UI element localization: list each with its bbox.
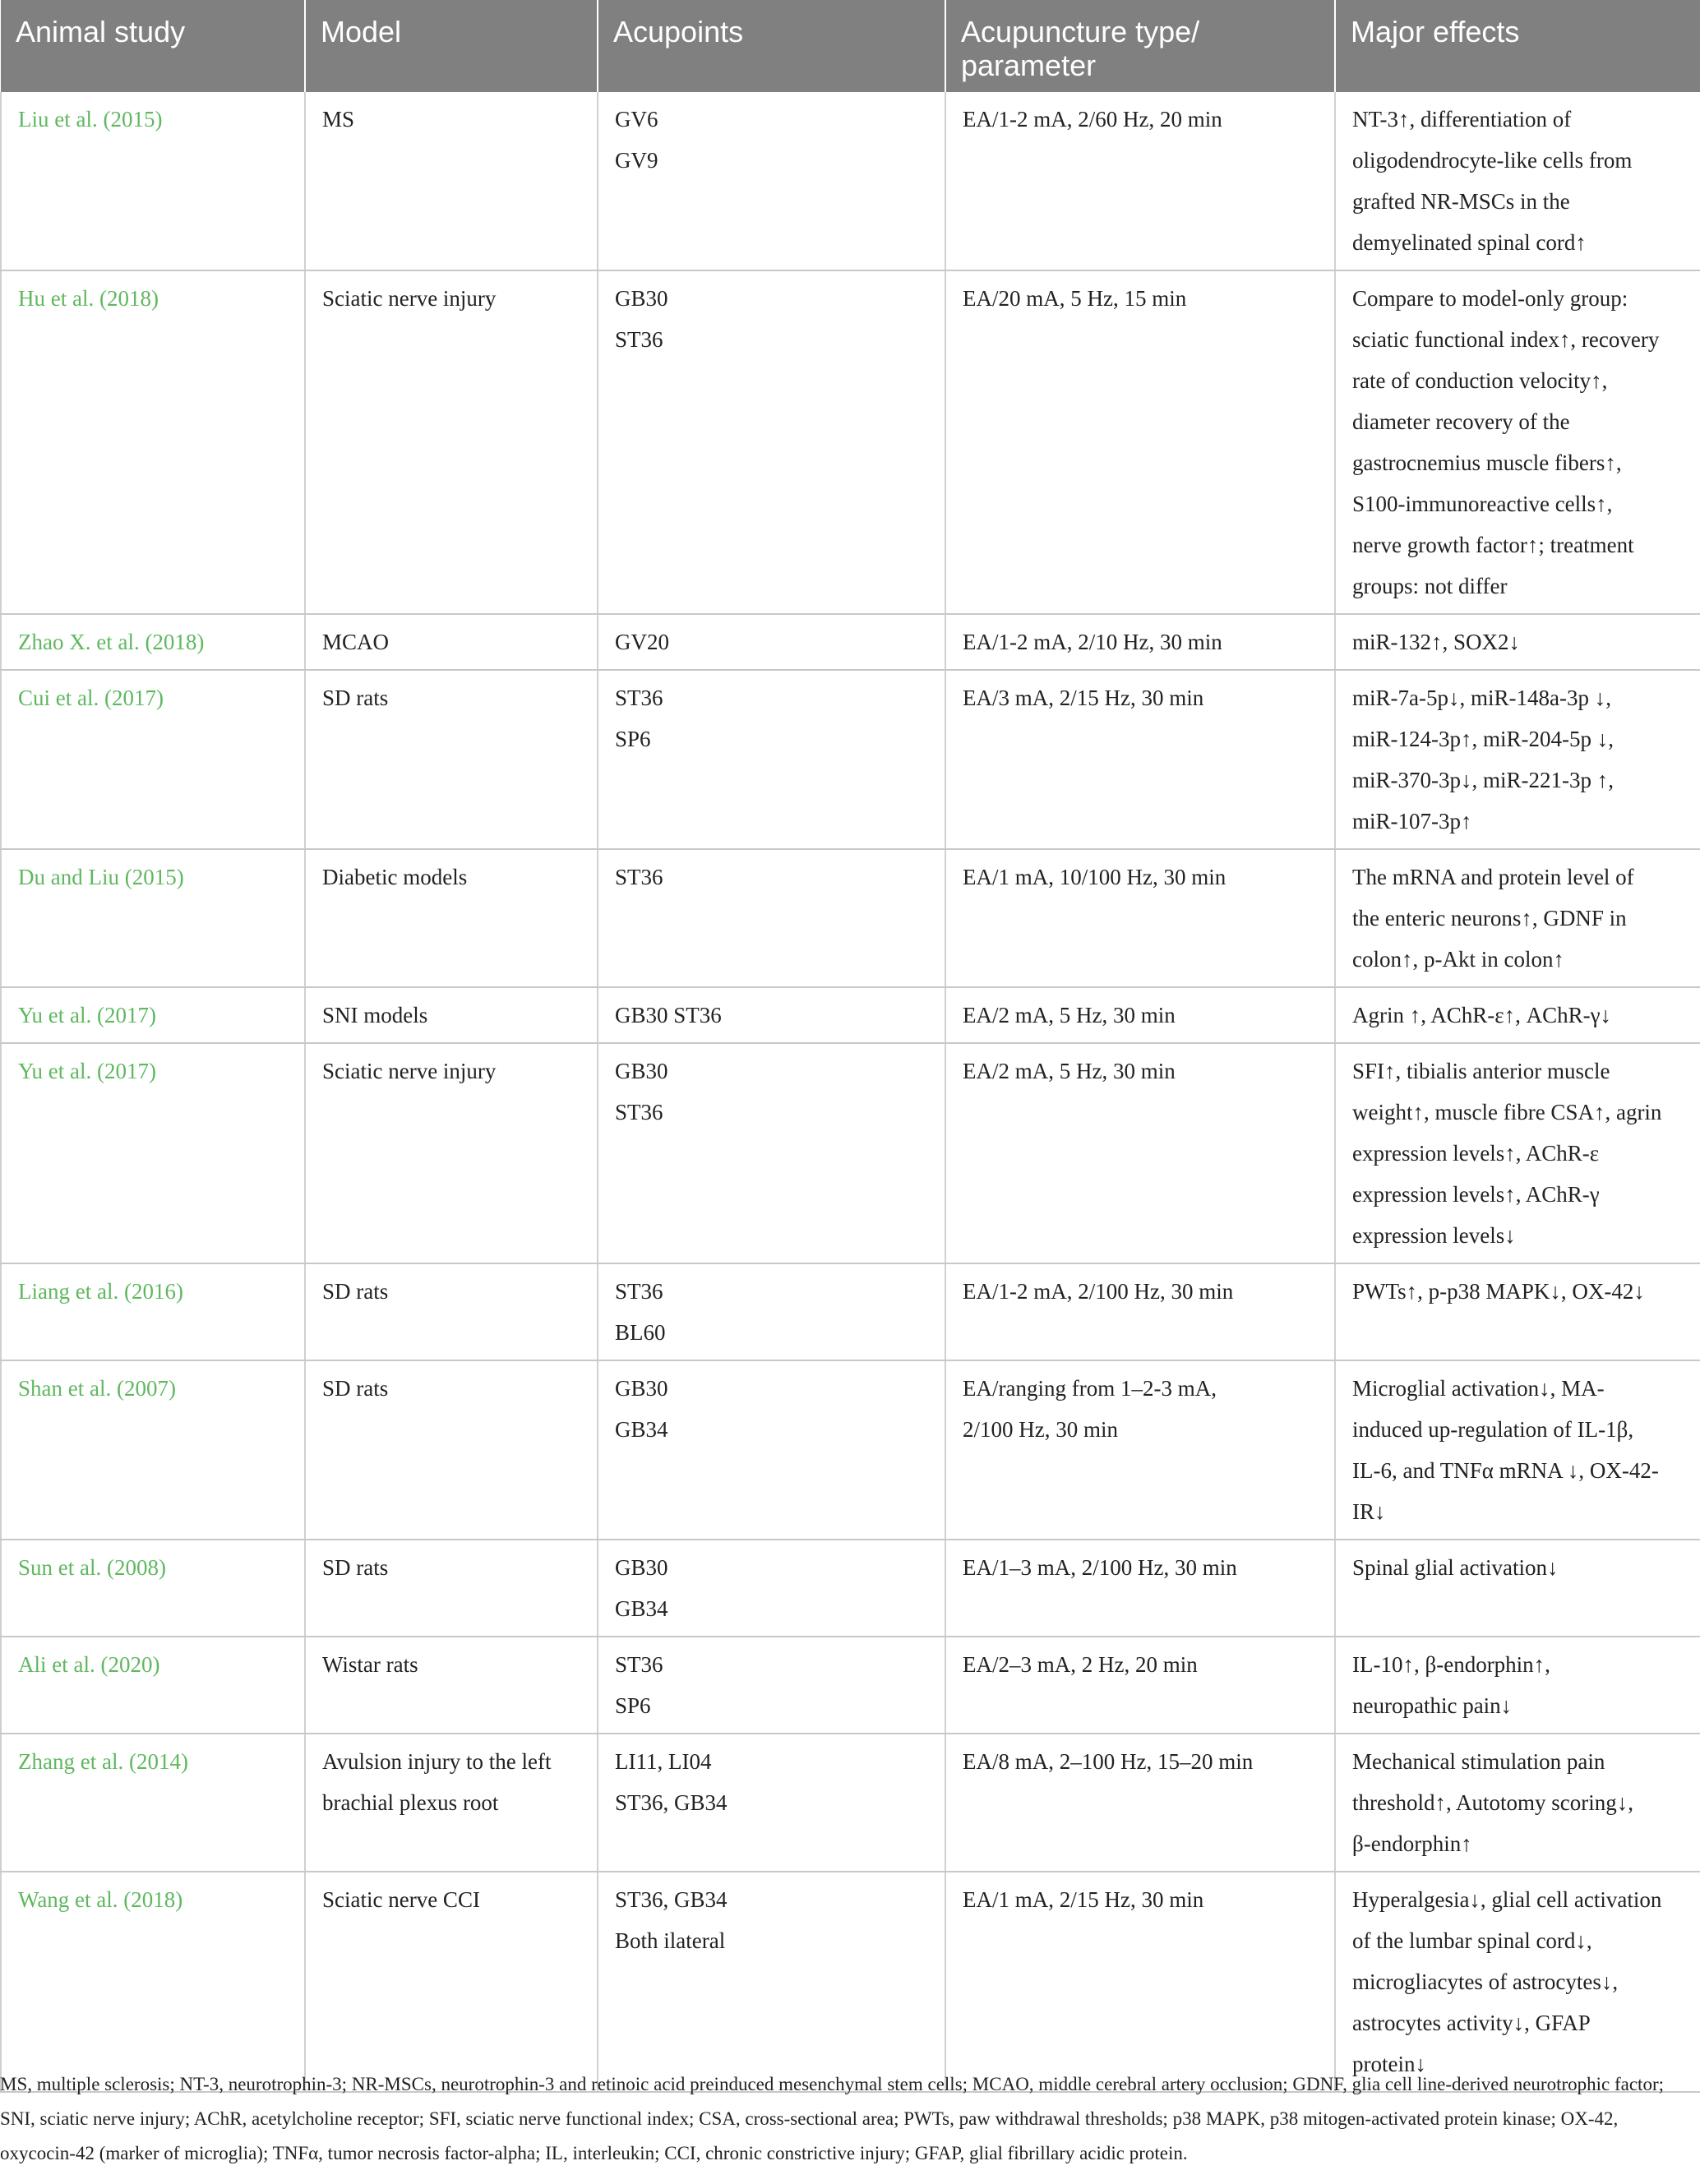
- study-citation-link[interactable]: Hu et al. (2018): [1, 270, 305, 614]
- table-row: [1, 1540, 1700, 1637]
- effects-cell: [1335, 1540, 1700, 1637]
- effects-line: Microglial activation↓, MA-: [1352, 1376, 1605, 1401]
- effects-cell: [1335, 1734, 1700, 1872]
- model-cell: [305, 92, 598, 270]
- effects-cell: [1335, 987, 1700, 1043]
- parameter-cell: [945, 1360, 1335, 1540]
- study-citation-link[interactable]: Liu et al. (2015): [1, 92, 305, 270]
- acupoints-cell: [598, 270, 945, 614]
- effects-line: threshold↑, Autotomy scoring↓,: [1352, 1790, 1633, 1815]
- study-citation-link[interactable]: Ali et al. (2020): [1, 1637, 305, 1734]
- header-acupoints: Acupoints: [598, 0, 945, 92]
- acupoints-line: GB34: [615, 1417, 668, 1442]
- model-cell: [305, 1540, 598, 1637]
- parameter-line: EA/20 mA, 5 Hz, 15 min: [963, 286, 1187, 311]
- effects-line: the enteric neurons↑, GDNF in: [1352, 906, 1627, 930]
- model-cell: [305, 1872, 598, 2092]
- table-row: [1, 987, 1700, 1043]
- parameter-line: EA/8 mA, 2–100 Hz, 15–20 min: [963, 1749, 1254, 1774]
- effects-cell: [1335, 1872, 1700, 2092]
- effects-line: PWTs↑, p-p38 MAPK↓, OX-42↓: [1352, 1279, 1645, 1304]
- model-cell: [305, 1043, 598, 1263]
- acupoints-cell: [598, 1734, 945, 1872]
- parameter-line: EA/1–3 mA, 2/100 Hz, 30 min: [963, 1555, 1237, 1580]
- table-row: [1, 1263, 1700, 1360]
- acupoints-line: SP6: [615, 727, 651, 751]
- acupoints-cell: [598, 1360, 945, 1540]
- effects-line: microgliacytes of astrocytes↓,: [1352, 1969, 1619, 1994]
- parameter-line: EA/2 mA, 5 Hz, 30 min: [963, 1003, 1176, 1027]
- parameter-line: 2/100 Hz, 30 min: [963, 1417, 1118, 1442]
- effects-line: Agrin ↑, AChR-ε↑, AChR-γ↓: [1352, 1003, 1612, 1027]
- model-cell: [305, 670, 598, 849]
- effects-cell: [1335, 1043, 1700, 1263]
- effects-line: IL-10↑, β-endorphin↑,: [1352, 1652, 1550, 1677]
- parameter-cell: [945, 1637, 1335, 1734]
- acupoints-line: ST36: [615, 686, 663, 710]
- model-cell: [305, 614, 598, 670]
- table-row: [1, 1734, 1700, 1872]
- study-citation-link[interactable]: Yu et al. (2017): [1, 987, 305, 1043]
- study-citation-link[interactable]: Zhang et al. (2014): [1, 1734, 305, 1872]
- acupoints-line: GB34: [615, 1596, 668, 1621]
- header-acupuncture-parameter: Acupuncture type/ parameter: [945, 0, 1335, 92]
- parameter-line: EA/1-2 mA, 2/60 Hz, 20 min: [963, 107, 1222, 132]
- table-row: [1, 1043, 1700, 1263]
- effects-line: rate of conduction velocity↑,: [1352, 368, 1608, 393]
- parameter-line: EA/1-2 mA, 2/10 Hz, 30 min: [963, 630, 1222, 654]
- acupoints-line: ST36: [615, 1652, 663, 1677]
- parameter-line: EA/2 mA, 5 Hz, 30 min: [963, 1059, 1176, 1083]
- model-cell: [305, 1637, 598, 1734]
- effects-cell: [1335, 1360, 1700, 1540]
- effects-cell: [1335, 1263, 1700, 1360]
- acupoints-line: LI11, LI04: [615, 1749, 712, 1774]
- acupoints-cell: [598, 670, 945, 849]
- header-animal-study: Animal study: [1, 0, 305, 92]
- effects-line: gastrocnemius muscle fibers↑,: [1352, 450, 1622, 475]
- study-citation-link[interactable]: Yu et al. (2017): [1, 1043, 305, 1263]
- model-line: Sciatic nerve injury: [322, 1059, 497, 1083]
- acupoints-line: SP6: [615, 1693, 651, 1718]
- parameter-cell: [945, 1540, 1335, 1637]
- effects-line: expression levels↑, AChR-γ: [1352, 1182, 1600, 1207]
- effects-line: S100-immunoreactive cells↑,: [1352, 492, 1613, 516]
- table-row: [1, 849, 1700, 987]
- effects-line: miR-132↑, SOX2↓: [1352, 630, 1521, 654]
- parameter-line: EA/2–3 mA, 2 Hz, 20 min: [963, 1652, 1198, 1677]
- parameter-line: EA/3 mA, 2/15 Hz, 30 min: [963, 686, 1204, 710]
- parameter-line: EA/ranging from 1–2-3 mA,: [963, 1376, 1217, 1401]
- model-line: SD rats: [322, 1279, 389, 1304]
- model-cell: [305, 1734, 598, 1872]
- effects-line: Spinal glial activation↓: [1352, 1555, 1559, 1580]
- effects-cell: [1335, 1637, 1700, 1734]
- model-cell: [305, 849, 598, 987]
- effects-line: expression levels↑, AChR-ε: [1352, 1141, 1600, 1166]
- table-row: [1, 614, 1700, 670]
- effects-cell: [1335, 92, 1700, 270]
- table-row: [1, 1872, 1700, 2092]
- effects-line: IL-6, and TNFα mRNA ↓, OX-42-: [1352, 1458, 1659, 1483]
- effects-line: weight↑, muscle fibre CSA↑, agrin: [1352, 1100, 1662, 1124]
- model-line: MCAO: [322, 630, 390, 654]
- acupoints-line: BL60: [615, 1320, 666, 1345]
- model-line: MS: [322, 107, 355, 132]
- parameter-cell: [945, 1263, 1335, 1360]
- table-body: [1, 92, 1700, 2092]
- effects-line: diameter recovery of the: [1352, 409, 1570, 434]
- study-citation-link[interactable]: Wang et al. (2018): [1, 1872, 305, 2092]
- effects-line: NT-3↑, differentiation of: [1352, 107, 1572, 132]
- model-cell: [305, 1263, 598, 1360]
- acupoints-line: ST36: [615, 1279, 663, 1304]
- effects-line: miR-107-3p↑: [1352, 809, 1472, 833]
- effects-cell: [1335, 670, 1700, 849]
- table-row: [1, 92, 1700, 270]
- table-row: [1, 670, 1700, 849]
- model-line: Sciatic nerve injury: [322, 286, 497, 311]
- effects-line: miR-7a-5p↓, miR-148a-3p ↓,: [1352, 686, 1611, 710]
- acupoints-cell: [598, 1043, 945, 1263]
- model-cell: [305, 1360, 598, 1540]
- effects-line: protein↓: [1352, 2052, 1426, 2076]
- parameter-cell: [945, 1734, 1335, 1872]
- acupoints-line: ST36: [615, 1100, 663, 1124]
- model-line: SNI models: [322, 1003, 428, 1027]
- acupoints-line: GB30 ST36: [615, 1003, 722, 1027]
- model-line: Diabetic models: [322, 865, 468, 889]
- acupoints-cell: [598, 92, 945, 270]
- study-citation-link[interactable]: Sun et al. (2008): [1, 1540, 305, 1637]
- effects-line: SFI↑, tibialis anterior muscle: [1352, 1059, 1610, 1083]
- model-line: SD rats: [322, 1376, 389, 1401]
- parameter-cell: [945, 987, 1335, 1043]
- effects-line: sciatic functional index↑, recovery: [1352, 327, 1660, 352]
- effects-line: β-endorphin↑: [1352, 1831, 1472, 1856]
- study-citation-link[interactable]: Zhao X. et al. (2018): [1, 614, 305, 670]
- study-citation-link[interactable]: Du and Liu (2015): [1, 849, 305, 987]
- acupoints-cell: [598, 987, 945, 1043]
- study-citation-link[interactable]: Liang et al. (2016): [1, 1263, 305, 1360]
- acupoints-line: ST36, GB34: [615, 1790, 728, 1815]
- model-line: Avulsion injury to the left: [322, 1749, 552, 1774]
- acupoints-line: GB30: [615, 286, 668, 311]
- header-model: Model: [305, 0, 598, 92]
- acupoints-line: GB30: [615, 1555, 668, 1580]
- effects-line: Hyperalgesia↓, glial cell activation: [1352, 1887, 1662, 1912]
- model-line: SD rats: [322, 686, 389, 710]
- acupoints-cell: [598, 1540, 945, 1637]
- effects-line: The mRNA and protein level of: [1352, 865, 1634, 889]
- effects-cell: [1335, 849, 1700, 987]
- acupoints-cell: [598, 849, 945, 987]
- table-row: [1, 270, 1700, 614]
- effects-line: expression levels↓: [1352, 1223, 1516, 1248]
- effects-line: oligodendrocyte-like cells from: [1352, 148, 1633, 173]
- effects-line: Mechanical stimulation pain: [1352, 1749, 1605, 1774]
- parameter-cell: [945, 1043, 1335, 1263]
- effects-line: astrocytes activity↓, GFAP: [1352, 2011, 1591, 2035]
- acupoints-line: GB30: [615, 1376, 668, 1401]
- parameter-line: EA/1 mA, 2/15 Hz, 30 min: [963, 1887, 1204, 1912]
- table-header-row: [1, 0, 1700, 92]
- effects-line: grafted NR-MSCs in the: [1352, 189, 1570, 214]
- parameter-cell: [945, 270, 1335, 614]
- parameter-cell: [945, 670, 1335, 849]
- effects-line: colon↑, p-Akt in colon↑: [1352, 947, 1564, 972]
- parameter-cell: [945, 849, 1335, 987]
- table-row: [1, 1637, 1700, 1734]
- effects-line: IR↓: [1352, 1499, 1386, 1524]
- model-cell: [305, 270, 598, 614]
- effects-line: Compare to model-only group:: [1352, 286, 1628, 311]
- header-major-effects: Major effects: [1335, 0, 1700, 92]
- acupoints-line: ST36: [615, 865, 663, 889]
- acupoints-line: GV20: [615, 630, 669, 654]
- parameter-line: EA/1 mA, 10/100 Hz, 30 min: [963, 865, 1226, 889]
- acupoints-line: GB30: [615, 1059, 668, 1083]
- effects-line: demyelinated spinal cord↑: [1352, 230, 1587, 255]
- effects-line: miR-370-3p↓, miR-221-3p ↑,: [1352, 768, 1614, 792]
- parameter-cell: [945, 614, 1335, 670]
- acupoints-line: GV6: [615, 107, 658, 132]
- model-line: Wistar rats: [322, 1652, 418, 1677]
- effects-line: of the lumbar spinal cord↓,: [1352, 1928, 1592, 1953]
- table-row: [1, 1360, 1700, 1540]
- model-line: SD rats: [322, 1555, 389, 1580]
- parameter-cell: [945, 1872, 1335, 2092]
- effects-line: groups: not differ: [1352, 574, 1508, 598]
- parameter-cell: [945, 92, 1335, 270]
- acupoints-cell: [598, 1263, 945, 1360]
- effects-line: miR-124-3p↑, miR-204-5p ↓,: [1352, 727, 1614, 751]
- model-cell: [305, 987, 598, 1043]
- effects-line: induced up-regulation of IL-1β,: [1352, 1417, 1634, 1442]
- acupoints-line: ST36, GB34: [615, 1887, 728, 1912]
- effects-line: nerve growth factor↑; treatment: [1352, 533, 1634, 557]
- study-citation-link[interactable]: Cui et al. (2017): [1, 670, 305, 849]
- effects-cell: [1335, 270, 1700, 614]
- model-line: brachial plexus root: [322, 1790, 499, 1815]
- acupoints-line: Both ilateral: [615, 1928, 726, 1953]
- model-line: Sciatic nerve CCI: [322, 1887, 480, 1912]
- effects-cell: [1335, 614, 1700, 670]
- acupoints-cell: [598, 1637, 945, 1734]
- acupoints-line: GV9: [615, 148, 658, 173]
- table-footnote: MS, multiple sclerosis; NT-3, neurotrophin-3; NR-MSCs, neurotrophin-3 and retinoic acid preinduced mesenchymal stem cells; MCAO, middle cerebral artery occlusion; GDNF, glia cell line-derived neurotrophic factor; SNI, sciatic nerve injury; AChR, acetylcholine receptor; SFI, sciatic nerve functional index; CSA, cross-sectional area; PWTs, paw withdrawal thresholds; p38 MAPK, p38 mitogen-activated protein kinase; OX-42, oxycocin-42 (marker of microglia); TNFα, tumor necrosis factor-alpha; IL, interleukin; CCI, chronic constrictive injury; GFAP, glial fibrillary acidic protein.: [0, 2074, 1664, 2163]
- acupoints-line: ST36: [615, 327, 663, 352]
- acupoints-cell: [598, 614, 945, 670]
- study-citation-link[interactable]: Shan et al. (2007): [1, 1360, 305, 1540]
- effects-line: neuropathic pain↓: [1352, 1693, 1513, 1718]
- parameter-line: EA/1-2 mA, 2/100 Hz, 30 min: [963, 1279, 1234, 1304]
- acupoints-cell: [598, 1872, 945, 2092]
